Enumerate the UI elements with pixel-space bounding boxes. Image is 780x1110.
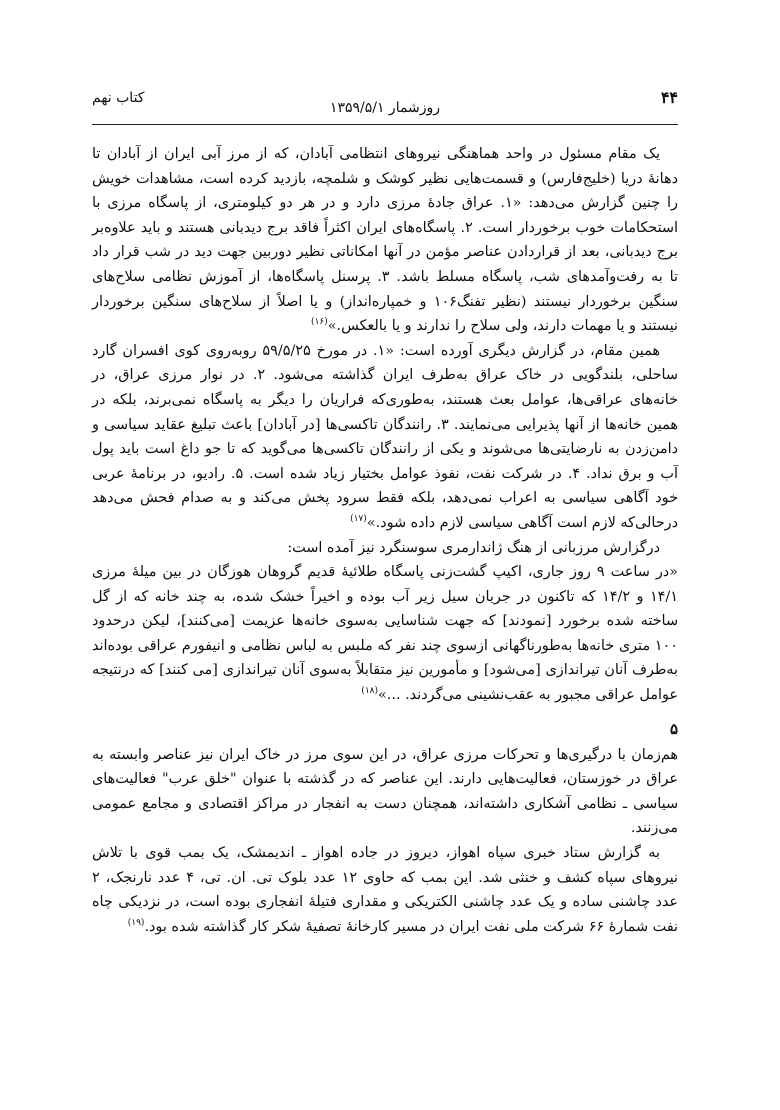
footnote-ref: (۱۶) <box>311 317 328 328</box>
header-rule <box>92 124 678 125</box>
footnote-ref: (۱۷) <box>350 514 367 525</box>
paragraph <box>92 142 678 339</box>
paragraph <box>92 841 678 939</box>
footnote-ref: (۱۸) <box>361 686 378 697</box>
section-number: ۵ <box>669 719 678 738</box>
paragraph-text: به گزارش ستاد خبری سپاه اهواز، دیروز در جاده اهواز ـ اندیمشک، یک بمب قوی با تلاش نیروهای سپاه کشف و خنثی شد. این بمب که حاوی ۱۲ عدد بلوک تی. ان. تی، ۴ عدد نارنجک، ۲ عدد چاشنی ساده و یک عدد چاشنی الکتریکی و مقداری فتیلهٔ انفجاری بوده است، در نزدیکی چاه نفت شمارهٔ ۶۶ شرکت ملی نفت ایران در مسیر کارخانهٔ تصفیهٔ شکر کار گذاشته شده بود. <box>92 845 679 935</box>
paragraph <box>92 743 678 841</box>
running-header <box>92 84 678 124</box>
book-title: کتاب نهم <box>92 90 145 106</box>
main-text <box>92 142 678 939</box>
paragraph-text: همین مقام، در گزارش دیگری آورده است: «۱. در مورخ ۵۹/۵/۲۵ روبه‌روی کوی افسران گارد ساحلی، بلندگویی در خاک عراق به‌طرف ایران گذاشته می‌شود. ۲. در نوار مرزی عراق، در خانه‌های عراقی‌ها، عوامل بعث هستند، به‌طوری‌که فراریان را دیگر به پاسگاه نمی‌برند، بلکه در همین خانه‌ها از آنها پذیرایی می‌نمایند. ۳. رانندگان تاکسی‌ها [در آبادان] باعث تبلیغ عقاید سیاسی و دامن‌زدن به نارضایتی‌ها می‌شوند و یکی از رانندگان تاکسی‌ها می‌گوید که تا جو داغ است باید پول آب و برق نداد. ۴. در شرکت نفت، نفوذ عوامل بختیار زیاد شده است. ۵. رادیو، در برنامهٔ عربی خود آگاهی سیاسی به اعراب نمی‌دهد، بلکه فقط سرود پخش می‌کند و به صدام فحش می‌دهد درحالی‌که لازم است آگاهی سیاسی لازم داده شود.» <box>92 342 678 531</box>
paragraph-text: هم‌زمان با درگیری‌ها و تحرکات مرزی عراق، در این سوی مرز در خاک ایران نیز عناصر وابسته به عراق در خوزستان، فعالیت‌هایی دارند. این عناصر که در گذشته با عنوان "خلق عرب" فعالیت‌های سیاسی ـ نظامی آشکاری داشته‌اند، همچنان دست به انفجار در مراکز اقتصادی و مجامع عمومی می‌زنند. <box>92 746 678 837</box>
paragraph <box>92 339 678 536</box>
header-title: روزشمار ۱۳۵۹/۵/۱ <box>329 100 441 116</box>
paragraph-text: یک مقام مسئول در واحد هماهنگی نیروهای انتظامی آبادان، که از مرز آبی ایران از آبادان تا دهانهٔ دریا (خلیج‌فارس) و قسمت‌هایی نظیر کوشک و شلمچه، بازدید کرده است، مشاهدات خویش را چنین گزارش می‌دهد: «۱. عراق جادهٔ مرزی دارد و در هر دو کیلومتری، از پاسگاه مرزی با استحکامات خوب برخوردار است. ۲. پاسگاه‌های ایران اکثراً فاقد برج دیدبانی هستند و باید علاوه‌بر برج دیدبانی، بعد از قراردادن عناصر مؤمن در آنها امکاناتی نظیر دوربین جهت دید در شب قرار داد تا به رفت‌وآمدهای شب، پاسگاه مسلط باشد. ۳. پرسنل پاسگاه‌ها، از آموزش نظامی سلاح‌های سنگین برخوردار نیستند (نظیر تفنگ۱۰۶ و خمپاره‌انداز) و یا اصلاً از سلاح‌های سنگین برخوردار نیستند و یا مهمات دارند، ولی سلاح را ندارند و یا بالعکس.» <box>92 146 678 335</box>
paragraph <box>92 536 678 561</box>
paragraph-text: درگزارش مرزبانی از هنگ ژاندارمری سوسنگرد نیز آمده است: <box>287 539 660 556</box>
paragraph-text: «در ساعت ۹ روز جاری، اکیپ گشت‌زنی پاسگاه طلائیهٔ قدیم گروهان هوزگان در بین میلهٔ مرزی ۱۴/۱ و ۱۴/۲ که تاکنون در جریان سیل زیر آب بوده و اخیراً خشک شده، به چند خانه که از گل ساخته شده برخورد [نمودند] که جهت شناسایی به‌سوی خانه‌ها عزیمت [می‌کنند]، لیکن درحدود ۱۰۰ متری خانه‌ها به‌طورناگهانی ازسوی چند نفر که ملبس به لباس نظامی و انیفورم عراقی بوده‌اند به‌طرف آنان تیراندازی [می‌شود] و مأمورین نیز متقابلاً به‌سوی آنان تیراندازی [می کنند] که درنتیجه عوامل عراقی مجبور به عقب‌نشینی می‌گردند. ...» <box>92 564 678 704</box>
footnote-ref: (۱۹) <box>127 918 145 929</box>
page-number: ۴۴ <box>660 88 678 107</box>
quoted-report <box>92 560 678 708</box>
